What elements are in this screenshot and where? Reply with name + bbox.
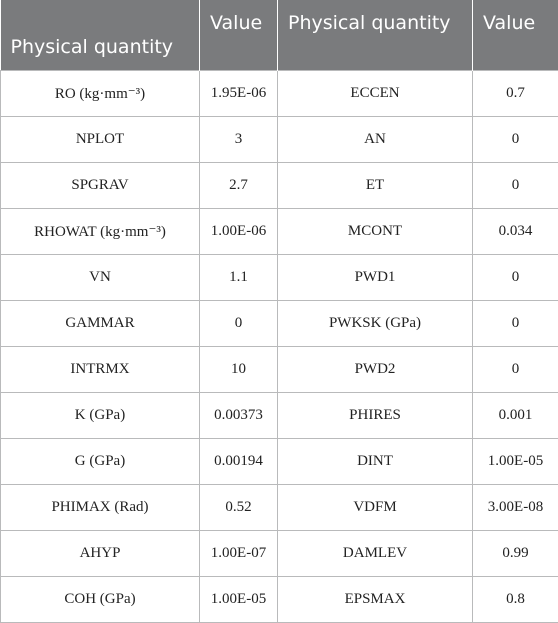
value-cell: 0 bbox=[473, 300, 558, 346]
value-cell: 0.00194 bbox=[200, 438, 278, 484]
quantity-cell: PHIRES bbox=[278, 392, 473, 438]
value-cell: 1.00E-07 bbox=[200, 530, 278, 576]
quantity-cell: G (GPa) bbox=[1, 438, 200, 484]
quantity-cell: K (GPa) bbox=[1, 392, 200, 438]
value-cell: 0.001 bbox=[473, 392, 558, 438]
quantity-cell: NPLOT bbox=[1, 116, 200, 162]
quantity-cell: PWD1 bbox=[278, 254, 473, 300]
value-cell: 10 bbox=[200, 346, 278, 392]
table-row bbox=[1, 392, 558, 438]
value-cell: 0 bbox=[200, 300, 278, 346]
value-cell: 3 bbox=[200, 116, 278, 162]
quantity-cell: GAMMAR bbox=[1, 300, 200, 346]
value-cell: 1.95E-06 bbox=[200, 70, 278, 116]
quantity-cell: COH (GPa) bbox=[1, 576, 200, 622]
value-cell: 3.00E-08 bbox=[473, 484, 558, 530]
value-cell: 0 bbox=[473, 254, 558, 300]
value-cell: 0 bbox=[473, 346, 558, 392]
quantity-cell: PHIMAX (Rad) bbox=[1, 484, 200, 530]
quantity-cell: RHOWAT (kg·mm⁻³) bbox=[1, 208, 200, 254]
table-row bbox=[1, 484, 558, 530]
value-cell: 1.00E-05 bbox=[473, 438, 558, 484]
quantity-cell: DAMLEV bbox=[278, 530, 473, 576]
value-cell: 1.1 bbox=[200, 254, 278, 300]
table-body bbox=[1, 70, 558, 622]
value-cell: 0.034 bbox=[473, 208, 558, 254]
table-row bbox=[1, 300, 558, 346]
table-row bbox=[1, 576, 558, 622]
quantity-cell: MCONT bbox=[278, 208, 473, 254]
table-row bbox=[1, 116, 558, 162]
quantity-cell: VDFM bbox=[278, 484, 473, 530]
value-cell: 0.7 bbox=[473, 70, 558, 116]
value-cell: 2.7 bbox=[200, 162, 278, 208]
column-header-value-2: Value bbox=[473, 0, 558, 70]
table-row bbox=[1, 208, 558, 254]
quantity-cell: VN bbox=[1, 254, 200, 300]
table-row bbox=[1, 70, 558, 116]
quantity-cell: PWD2 bbox=[278, 346, 473, 392]
table-row bbox=[1, 162, 558, 208]
table-row bbox=[1, 254, 558, 300]
column-header-quantity-2: Physical quantity bbox=[278, 0, 473, 70]
value-cell: 0 bbox=[473, 116, 558, 162]
quantity-cell: INTRMX bbox=[1, 346, 200, 392]
column-header-quantity-1: Physical quantity bbox=[1, 0, 200, 70]
table-row bbox=[1, 346, 558, 392]
quantity-cell: ECCEN bbox=[278, 70, 473, 116]
quantity-cell: PWKSK (GPa) bbox=[278, 300, 473, 346]
quantity-cell: SPGRAV bbox=[1, 162, 200, 208]
quantity-cell: DINT bbox=[278, 438, 473, 484]
value-cell: 0.52 bbox=[200, 484, 278, 530]
quantity-cell: EPSMAX bbox=[278, 576, 473, 622]
quantity-cell: RO (kg·mm⁻³) bbox=[1, 70, 200, 116]
quantity-cell: ET bbox=[278, 162, 473, 208]
quantity-cell: AHYP bbox=[1, 530, 200, 576]
value-cell: 0 bbox=[473, 162, 558, 208]
table-row bbox=[1, 438, 558, 484]
value-cell: 0.00373 bbox=[200, 392, 278, 438]
value-cell: 1.00E-05 bbox=[200, 576, 278, 622]
value-cell: 0.8 bbox=[473, 576, 558, 622]
value-cell: 1.00E-06 bbox=[200, 208, 278, 254]
column-header-value-1: Value bbox=[200, 0, 278, 70]
quantity-cell: AN bbox=[278, 116, 473, 162]
value-cell: 0.99 bbox=[473, 530, 558, 576]
header-row bbox=[1, 0, 558, 70]
table-row bbox=[1, 530, 558, 576]
